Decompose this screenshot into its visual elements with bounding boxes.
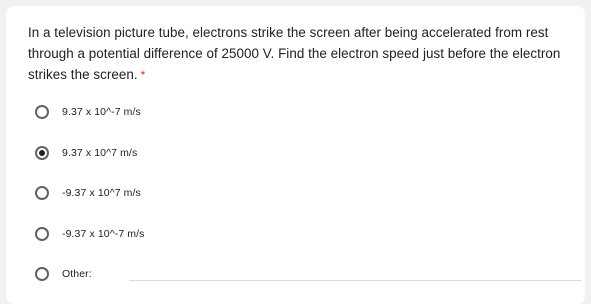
option-label: 9.37 x 10^-7 m/s <box>62 106 141 118</box>
option-4[interactable] <box>26 225 565 243</box>
option-other[interactable] <box>26 265 565 283</box>
radio-button[interactable] <box>35 186 49 200</box>
question-card <box>6 6 585 304</box>
radio-button[interactable] <box>35 227 49 241</box>
radio-button[interactable] <box>35 105 49 119</box>
radio-button-checked[interactable] <box>35 146 49 160</box>
option-2[interactable] <box>26 144 565 162</box>
radio-button[interactable] <box>35 267 49 281</box>
option-3[interactable] <box>26 184 565 202</box>
question-text <box>28 22 568 86</box>
option-label: 9.37 x 10^7 m/s <box>62 146 138 159</box>
question-body: In a television picture tube, electrons strike the screen after being accelerated from rest through a potential difference of 25000 V. Find the electron speed just before the electron strikes the screen. <box>28 25 561 82</box>
option-label: Other: <box>62 268 92 280</box>
option-label: -9.37 x 10^-7 m/s <box>62 227 145 240</box>
option-label: -9.37 x 10^7 m/s <box>62 187 141 199</box>
option-1[interactable] <box>26 103 565 121</box>
other-text-input[interactable] <box>129 280 581 281</box>
required-marker: * <box>140 68 146 82</box>
radio-dot-icon <box>39 150 45 156</box>
